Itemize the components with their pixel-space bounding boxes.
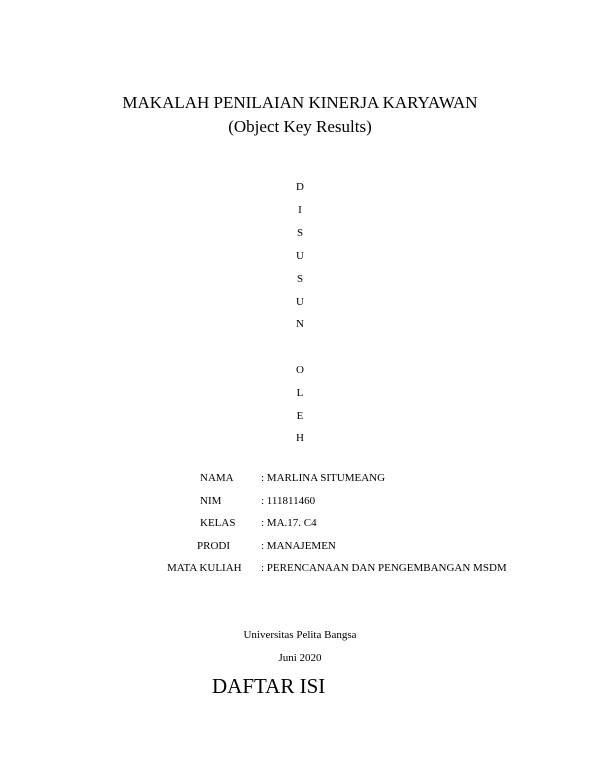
oleh-letter: L: [296, 387, 304, 399]
info-label: MATA KULIAH: [167, 562, 242, 574]
info-value: : 111811460: [261, 495, 316, 507]
info-value: : MA.17. C4: [261, 517, 317, 529]
disusun-letter: S: [296, 227, 304, 239]
disusun-letter: U: [296, 250, 304, 262]
info-value: : MARLINA SITUMEANG: [261, 472, 386, 484]
document-subtitle: (Object Key Results): [228, 117, 372, 136]
disusun-letter: S: [296, 273, 304, 285]
info-label: NIM: [200, 495, 222, 507]
info-label: NAMA: [200, 472, 234, 484]
university-name: Universitas Pelita Bangsa: [243, 629, 357, 641]
disusun-letter: I: [298, 204, 302, 216]
disusun-letter: D: [296, 181, 304, 193]
oleh-letter: O: [296, 364, 304, 376]
info-value: : MANAJEMEN: [261, 540, 336, 552]
document-date: Juni 2020: [278, 652, 322, 664]
info-value: : PERENCANAAN DAN PENGEMBANGAN MSDM: [261, 562, 507, 574]
disusun-letter: N: [296, 318, 304, 330]
oleh-letter: E: [296, 410, 304, 422]
disusun-letter: U: [296, 296, 304, 308]
table-of-contents-heading: DAFTAR ISI: [212, 674, 326, 698]
oleh-letter: H: [296, 432, 304, 444]
document-title: MAKALAH PENILAIAN KINERJA KARYAWAN: [122, 93, 478, 112]
info-label: PRODI: [197, 540, 231, 552]
info-label: KELAS: [200, 517, 236, 529]
